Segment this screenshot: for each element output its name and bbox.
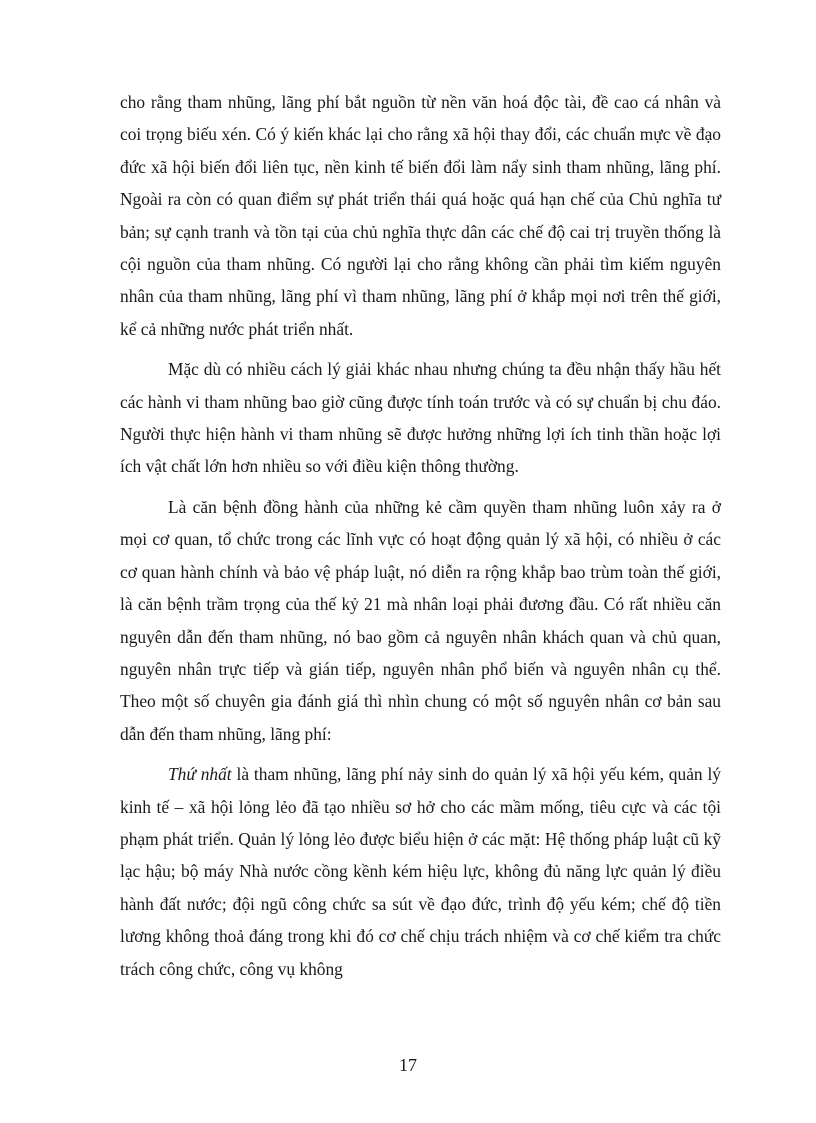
paragraph-1: cho rằng tham nhũng, lãng phí bắt nguồn từ nền văn hoá độc tài, đề cao cá nhân và coi trọng biếu xén. Có ý kiến khác lại cho rằng xã hội thay đổi, các chuẩn mực về đạo đức xã hội biến đổi liên tục, nền kinh tế biến đổi làm nẩy sinh tham nhũng, lãng phí. Ngoài ra còn có quan điểm sự phát triển thái quá hoặc quá hạn chế của Chủ nghĩa tư bản; sự cạnh tranh và tồn tại của chủ nghĩa thực dân các chế độ cai trị truyền thống là cội nguồn của tham nhũng. Có người lại cho rằng không cần phải tìm kiếm nguyên nhân của tham nhũng, lãng phí vì tham nhũng, lãng phí ở khắp mọi nơi trên thế giới, kể cả những nước phát triển nhất. <box>120 92 721 339</box>
document-page <box>120 86 721 985</box>
paragraph-4-body: là tham nhũng, lãng phí nảy sinh do quản lý xã hội yếu kém, quản lý kinh tế – xã hội lỏng lẻo đã tạo nhiều sơ hở cho các mầm mống, tiêu cực và các tội phạm phát triển. Quản lý lỏng lẻo được biểu hiện ở các mặt: Hệ thống pháp luật cũ kỹ lạc hậu; bộ máy Nhà nước cồng kềnh kém hiệu lực, không đủ năng lực quản lý điều hành đất nước; đội ngũ công chức sa sút về đạo đức, trình độ yếu kém; chế độ tiền lương không thoả đáng trong khi đó cơ chế chịu trách nhiệm và cơ chế kiểm tra chức trách công chức, công vụ không <box>120 764 721 979</box>
page-number: 17 <box>399 1055 417 1075</box>
paragraph-4 <box>120 758 721 985</box>
paragraph-2: Mặc dù có nhiều cách lý giải khác nhau nhưng chúng ta đều nhận thấy hầu hết các hành vi tham nhũng bao giờ cũng được tính toán trước và có sự chuẩn bị chu đáo. Người thực hiện hành vi tham nhũng sẽ được hưởng những lợi ích tinh thần hoặc lợi ích vật chất lớn hơn nhiều so với điều kiện thông thường. <box>120 359 721 477</box>
paragraph-4-lead: Thứ nhất <box>168 764 232 785</box>
paragraph-3: Là căn bệnh đồng hành của những kẻ cầm quyền tham nhũng luôn xảy ra ở mọi cơ quan, tổ chức trong các lĩnh vực có hoạt động quản lý xã hội, có nhiều ở các cơ quan hành chính và bảo vệ pháp luật, nó diễn ra rộng khắp bao trùm toàn thế giới, là căn bệnh trầm trọng của thế kỷ 21 mà nhân loại phải đương đầu. Có rất nhiều căn nguyên dẫn đến tham nhũng, nó bao gồm cả nguyên nhân khách quan và chủ quan, nguyên nhân trực tiếp và gián tiếp, nguyên nhân phổ biến và nguyên nhân cụ thể. Theo một số chuyên gia đánh giá thì nhìn chung có một số nguyên nhân cơ bản sau dẫn đến tham nhũng, lãng phí: <box>120 496 721 744</box>
